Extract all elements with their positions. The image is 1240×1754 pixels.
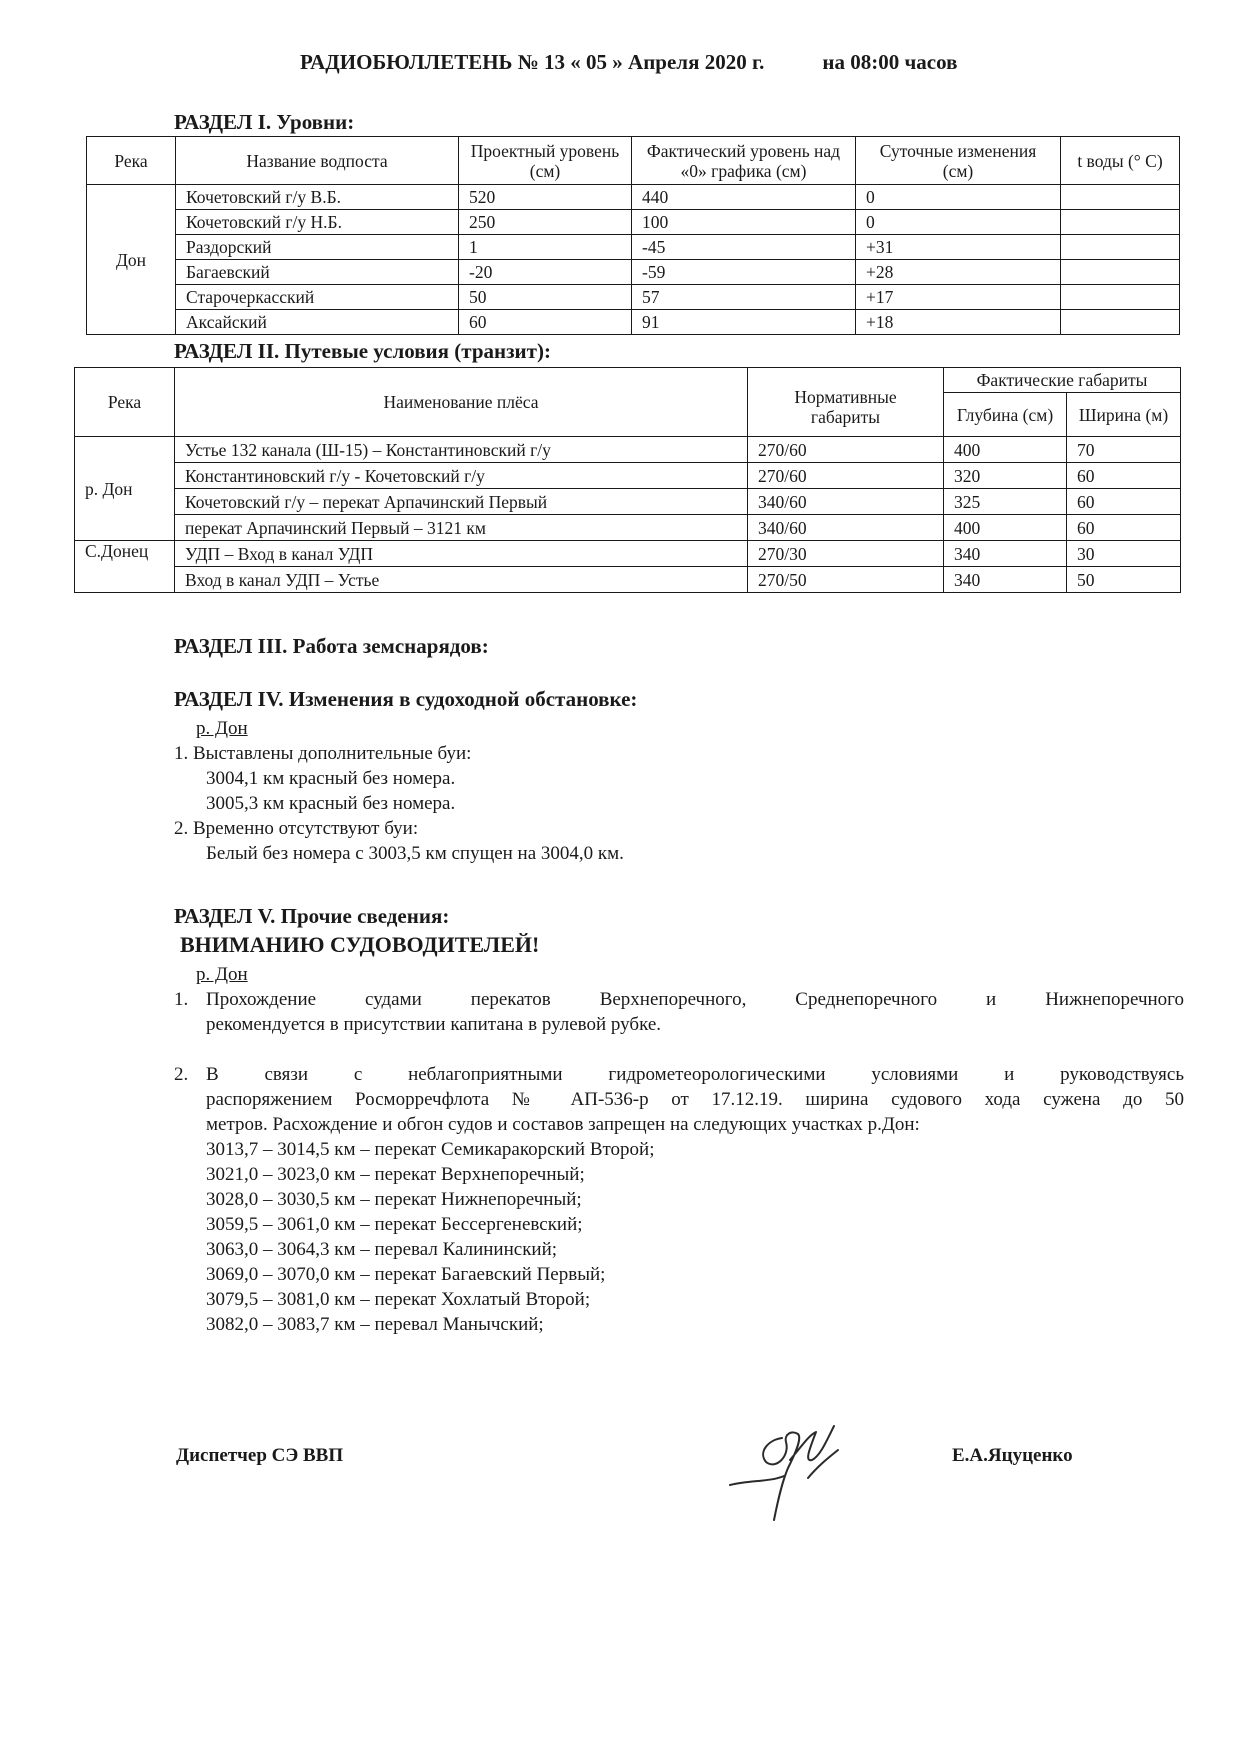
- section-2-heading: РАЗДЕЛ II. Путевые условия (транзит):: [174, 339, 551, 363]
- section-3-heading: РАЗДЕЛ III. Работа земснарядов:: [174, 634, 489, 658]
- temp-cell: [1061, 310, 1180, 335]
- section-4-heading: РАЗДЕЛ IV. Изменения в судоходной обстановке:: [174, 687, 638, 711]
- transit-header-row-1: [75, 368, 1181, 393]
- section-4-body: [174, 716, 1184, 866]
- col-actual-group: Фактические габариты: [944, 368, 1181, 393]
- depth-cell: 325: [944, 489, 1067, 515]
- change-cell: 0: [856, 185, 1061, 210]
- normative-cell: 270/60: [748, 437, 944, 463]
- levels-table: [86, 136, 1180, 335]
- list-number: 2.: [174, 1064, 189, 1085]
- col-normative: Нормативные габариты: [748, 368, 944, 437]
- depth-cell: 400: [944, 515, 1067, 541]
- list-item-line: Белый без номера с 3003,5 км спущен на 3004,0 км.: [206, 843, 624, 864]
- col-river: Река: [87, 137, 176, 185]
- table-row: [75, 437, 1181, 463]
- change-cell: +18: [856, 310, 1061, 335]
- station-cell: Кочетовский г/у В.Б.: [176, 185, 459, 210]
- section-5-body: [174, 962, 1184, 1337]
- station-cell: Раздорский: [176, 235, 459, 260]
- design-cell: 1: [459, 235, 632, 260]
- depth-cell: 340: [944, 567, 1067, 593]
- table-row: [87, 210, 1180, 235]
- change-cell: +28: [856, 260, 1061, 285]
- col-depth: Глубина (см): [944, 393, 1067, 437]
- actual-cell: 440: [632, 185, 856, 210]
- table-row: [87, 285, 1180, 310]
- list-item-line: 3082,0 – 3083,7 км – перевал Манычский;: [206, 1314, 544, 1335]
- actual-cell: 100: [632, 210, 856, 235]
- width-cell: 60: [1067, 515, 1181, 541]
- table-row: [87, 260, 1180, 285]
- river-cell: С.Донец: [75, 541, 175, 593]
- list-item-line: 3004,1 км красный без номера.: [206, 768, 456, 789]
- table-row: [75, 515, 1181, 541]
- list-item-line: 3013,7 – 3014,5 км – перекат Семикаракорский Второй;: [206, 1139, 655, 1160]
- river-cell: Дон: [87, 185, 176, 335]
- col-stretch: Наименование плёса: [175, 368, 748, 437]
- list-item-line: В связи с неблагоприятными гидрометеорологическими условиями и руководствуясь: [206, 1064, 1184, 1085]
- table-row: [75, 567, 1181, 593]
- table-row: [75, 489, 1181, 515]
- col-actual-level: Фактический уровень над «0» графика (см): [632, 137, 856, 185]
- dispatcher-name: Е.А.Яцуценко: [952, 1445, 1073, 1466]
- list-item-line: 3063,0 – 3064,3 км – перевал Калининский;: [206, 1239, 558, 1260]
- list-item-line: метров. Расхождение и обгон судов и составов запрещен на следующих участках р.Дон:: [206, 1114, 920, 1135]
- transit-table: [74, 367, 1181, 593]
- design-cell: -20: [459, 260, 632, 285]
- width-cell: 60: [1067, 489, 1181, 515]
- list-item-line: 3028,0 – 3030,5 км – перекат Нижнепоречный;: [206, 1189, 582, 1210]
- col-water-temp: t воды (° C): [1061, 137, 1180, 185]
- list-item-line: 3021,0 – 3023,0 км – перекат Верхнепоречный;: [206, 1164, 585, 1185]
- river-label: р. Дон: [196, 718, 248, 739]
- normative-cell: 340/60: [748, 489, 944, 515]
- normative-cell: 340/60: [748, 515, 944, 541]
- depth-cell: 320: [944, 463, 1067, 489]
- stretch-cell: Кочетовский г/у – перекат Арпачинский Первый: [175, 489, 748, 515]
- station-cell: Багаевский: [176, 260, 459, 285]
- actual-cell: 57: [632, 285, 856, 310]
- temp-cell: [1061, 235, 1180, 260]
- levels-header-row: [87, 137, 1180, 185]
- temp-cell: [1061, 260, 1180, 285]
- col-design-level: Проектный уровень (см): [459, 137, 632, 185]
- temp-cell: [1061, 285, 1180, 310]
- col-width: Ширина (м): [1067, 393, 1181, 437]
- list-item-line: рекомендуется в присутствии капитана в рулевой рубке.: [206, 1014, 662, 1035]
- col-river: Река: [75, 368, 175, 437]
- bulletin-title-text: РАДИОБЮЛЛЕТЕНЬ № 13 « 05 » Апреля 2020 г.: [300, 50, 765, 74]
- attention-heading: ВНИМАНИЮ СУДОВОДИТЕЛЕЙ!: [180, 932, 540, 957]
- list-item-title: Временно отсутствуют буи:: [193, 818, 419, 839]
- width-cell: 50: [1067, 567, 1181, 593]
- table-row: [87, 235, 1180, 260]
- normative-cell: 270/50: [748, 567, 944, 593]
- change-cell: +17: [856, 285, 1061, 310]
- stretch-cell: Вход в канал УДП – Устье: [175, 567, 748, 593]
- temp-cell: [1061, 185, 1180, 210]
- actual-cell: -45: [632, 235, 856, 260]
- station-cell: Аксайский: [176, 310, 459, 335]
- bulletin-time: на 08:00 часов: [822, 50, 958, 74]
- table-row: [75, 541, 1181, 567]
- actual-cell: -59: [632, 260, 856, 285]
- design-cell: 50: [459, 285, 632, 310]
- river-label: р. Дон: [196, 964, 248, 985]
- list-item-line: 3069,0 – 3070,0 км – перекат Багаевский Первый;: [206, 1264, 606, 1285]
- depth-cell: 400: [944, 437, 1067, 463]
- change-cell: +31: [856, 235, 1061, 260]
- section-5-heading: РАЗДЕЛ V. Прочие сведения:: [174, 904, 450, 928]
- actual-cell: 91: [632, 310, 856, 335]
- list-number: 2.: [174, 818, 189, 839]
- dispatcher-position: Диспетчер СЭ ВВП: [176, 1445, 344, 1466]
- table-row: [75, 463, 1181, 489]
- list-item-line: 3059,5 – 3061,0 км – перекат Бессергеневский;: [206, 1214, 583, 1235]
- change-cell: 0: [856, 210, 1061, 235]
- width-cell: 70: [1067, 437, 1181, 463]
- list-item-title: Выставлены дополнительные буи:: [193, 743, 472, 764]
- station-cell: Кочетовский г/у Н.Б.: [176, 210, 459, 235]
- stretch-cell: УДП – Вход в канал УДП: [175, 541, 748, 567]
- design-cell: 250: [459, 210, 632, 235]
- width-cell: 60: [1067, 463, 1181, 489]
- normative-cell: 270/60: [748, 463, 944, 489]
- stretch-cell: перекат Арпачинский Первый – 3121 км: [175, 515, 748, 541]
- width-cell: 30: [1067, 541, 1181, 567]
- list-item-line: 3079,5 – 3081,0 км – перекат Хохлатый Второй;: [206, 1289, 591, 1310]
- section-1-heading: РАЗДЕЛ I. Уровни:: [174, 110, 355, 134]
- list-item-line: Прохождение судами перекатов Верхнепоречного, Среднепоречного и Нижнепоречного: [206, 989, 1184, 1010]
- signature-icon: [720, 1390, 860, 1530]
- bulletin-title: [300, 50, 957, 75]
- normative-cell: 270/30: [748, 541, 944, 567]
- stretch-cell: Устье 132 канала (Ш-15) – Константиновский г/у: [175, 437, 748, 463]
- list-number: 1.: [174, 743, 189, 764]
- stretch-cell: Константиновский г/у - Кочетовский г/у: [175, 463, 748, 489]
- list-item-line: 3005,3 км красный без номера.: [206, 793, 456, 814]
- table-row: [87, 310, 1180, 335]
- list-number: 1.: [174, 989, 189, 1010]
- col-station: Название водпоста: [176, 137, 459, 185]
- temp-cell: [1061, 210, 1180, 235]
- design-cell: 60: [459, 310, 632, 335]
- river-cell: р. Дон: [75, 437, 175, 541]
- depth-cell: 340: [944, 541, 1067, 567]
- list-item-line: распоряжением Росморречфлота № АП-536-р от 17.12.19. ширина судового хода сужена до 50: [206, 1089, 1184, 1110]
- design-cell: 520: [459, 185, 632, 210]
- col-daily-change: Суточные изменения (см): [856, 137, 1061, 185]
- table-row: [87, 185, 1180, 210]
- station-cell: Старочеркасский: [176, 285, 459, 310]
